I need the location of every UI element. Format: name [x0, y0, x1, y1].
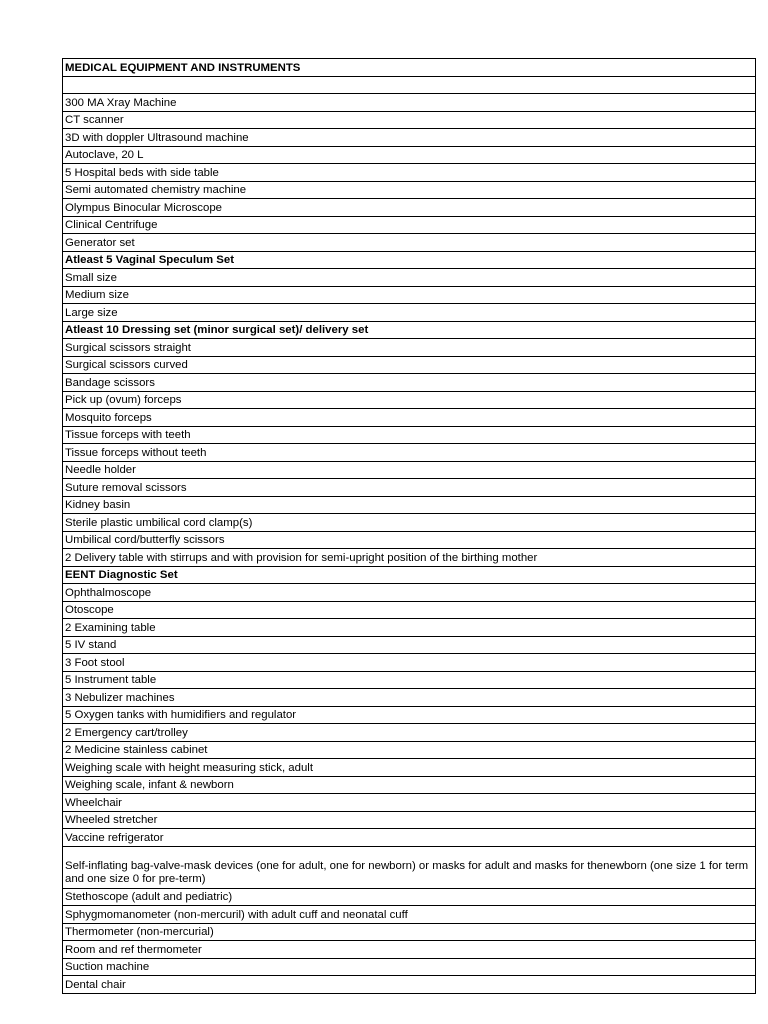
table-cell[interactable]: Suction machine	[63, 958, 756, 976]
equipment-table-body	[63, 59, 756, 994]
table-cell[interactable]: 5 IV stand	[63, 636, 756, 654]
table-row	[63, 531, 756, 549]
table-row	[63, 286, 756, 304]
table-row	[63, 941, 756, 959]
table-cell[interactable]: Sphygmomanometer (non-mercuril) with adult cuff and neonatal cuff	[63, 906, 756, 924]
table-cell[interactable]: 2 Examining table	[63, 619, 756, 637]
table-row	[63, 356, 756, 374]
table-cell[interactable]: 5 Oxygen tanks with humidifiers and regulator	[63, 706, 756, 724]
table-row	[63, 776, 756, 794]
table-cell[interactable]: Pick up (ovum) forceps	[63, 391, 756, 409]
table-cell[interactable]: Large size	[63, 304, 756, 322]
table-header-row	[63, 321, 756, 339]
table-cell[interactable]: Sterile plastic umbilical cord clamp(s)	[63, 514, 756, 532]
table-row	[63, 601, 756, 619]
table-row	[63, 923, 756, 941]
table-cell[interactable]: Umbilical cord/butterfly scissors	[63, 531, 756, 549]
table-row	[63, 706, 756, 724]
table-cell[interactable]: 3D with doppler Ultrasound machine	[63, 129, 756, 147]
table-row	[63, 304, 756, 322]
table-cell[interactable]: Otoscope	[63, 601, 756, 619]
table-row	[63, 94, 756, 112]
table-cell[interactable]: Generator set	[63, 234, 756, 252]
table-row	[63, 479, 756, 497]
table-row	[63, 724, 756, 742]
table-row	[63, 958, 756, 976]
table-cell[interactable]: Atleast 5 Vaginal Speculum Set	[63, 251, 756, 269]
table-cell[interactable]: Mosquito forceps	[63, 409, 756, 427]
table-cell[interactable]	[63, 76, 756, 94]
table-cell[interactable]: Surgical scissors straight	[63, 339, 756, 357]
table-row	[63, 339, 756, 357]
table-header-row	[63, 251, 756, 269]
table-cell[interactable]: CT scanner	[63, 111, 756, 129]
table-cell[interactable]: 300 MA Xray Machine	[63, 94, 756, 112]
table-cell[interactable]: Dental chair	[63, 976, 756, 994]
table-row	[63, 461, 756, 479]
table-cell[interactable]: EENT Diagnostic Set	[63, 566, 756, 584]
table-cell[interactable]: Suture removal scissors	[63, 479, 756, 497]
table-row	[63, 829, 756, 847]
table-row	[63, 76, 756, 94]
table-row	[63, 269, 756, 287]
table-row	[63, 794, 756, 812]
table-row	[63, 976, 756, 994]
table-cell[interactable]: Atleast 10 Dressing set (minor surgical set)/ delivery set	[63, 321, 756, 339]
table-row	[63, 146, 756, 164]
table-cell[interactable]: 3 Foot stool	[63, 654, 756, 672]
table-header-row	[63, 566, 756, 584]
table-row	[63, 391, 756, 409]
table-cell[interactable]: Room and ref thermometer	[63, 941, 756, 959]
table-row	[63, 741, 756, 759]
table-row	[63, 846, 756, 888]
table-row	[63, 409, 756, 427]
table-cell[interactable]: 2 Delivery table with stirrups and with provision for semi-upright position of the birthing mother	[63, 549, 756, 567]
table-row	[63, 689, 756, 707]
table-row	[63, 129, 756, 147]
table-cell[interactable]: 3 Nebulizer machines	[63, 689, 756, 707]
table-cell[interactable]: 2 Emergency cart/trolley	[63, 724, 756, 742]
table-cell[interactable]: Needle holder	[63, 461, 756, 479]
table-cell[interactable]: Ophthalmoscope	[63, 584, 756, 602]
table-row	[63, 234, 756, 252]
table-cell[interactable]: Self-inflating bag-valve-mask devices (one for adult, one for newborn) or masks for adult and masks for thenewborn (one size 1 for term and one size 0 for pre-term)	[63, 846, 756, 888]
table-cell[interactable]: Tissue forceps without teeth	[63, 444, 756, 462]
equipment-table	[62, 58, 756, 994]
table-row	[63, 426, 756, 444]
table-cell[interactable]: Weighing scale with height measuring stick, adult	[63, 759, 756, 777]
table-row	[63, 111, 756, 129]
table-cell[interactable]: Small size	[63, 269, 756, 287]
table-row	[63, 811, 756, 829]
table-row	[63, 374, 756, 392]
table-cell[interactable]: Autoclave, 20 L	[63, 146, 756, 164]
table-cell[interactable]: Bandage scissors	[63, 374, 756, 392]
table-row	[63, 549, 756, 567]
table-cell[interactable]: 2 Medicine stainless cabinet	[63, 741, 756, 759]
table-cell[interactable]: 5 Hospital beds with side table	[63, 164, 756, 182]
table-header-row	[63, 59, 756, 77]
table-row	[63, 619, 756, 637]
table-row	[63, 514, 756, 532]
table-cell[interactable]: Clinical Centrifuge	[63, 216, 756, 234]
table-cell[interactable]: Tissue forceps with teeth	[63, 426, 756, 444]
table-row	[63, 496, 756, 514]
table-row	[63, 164, 756, 182]
table-cell[interactable]: MEDICAL EQUIPMENT AND INSTRUMENTS	[63, 59, 756, 77]
table-cell[interactable]: Semi automated chemistry machine	[63, 181, 756, 199]
table-row	[63, 654, 756, 672]
table-cell[interactable]: Wheelchair	[63, 794, 756, 812]
table-row	[63, 216, 756, 234]
table-cell[interactable]: Stethoscope (adult and pediatric)	[63, 888, 756, 906]
table-row	[63, 888, 756, 906]
table-row	[63, 444, 756, 462]
table-row	[63, 759, 756, 777]
table-cell[interactable]: Surgical scissors curved	[63, 356, 756, 374]
table-cell[interactable]: Medium size	[63, 286, 756, 304]
table-row	[63, 181, 756, 199]
table-cell[interactable]: Kidney basin	[63, 496, 756, 514]
table-cell[interactable]: Vaccine refrigerator	[63, 829, 756, 847]
table-row	[63, 199, 756, 217]
table-row	[63, 584, 756, 602]
table-row	[63, 636, 756, 654]
table-cell[interactable]: Olympus Binocular Microscope	[63, 199, 756, 217]
table-cell[interactable]: Thermometer (non-mercurial)	[63, 923, 756, 941]
table-row	[63, 671, 756, 689]
table-row	[63, 906, 756, 924]
table-cell[interactable]: Wheeled stretcher	[63, 811, 756, 829]
table-cell[interactable]: Weighing scale, infant & newborn	[63, 776, 756, 794]
table-cell[interactable]: 5 Instrument table	[63, 671, 756, 689]
